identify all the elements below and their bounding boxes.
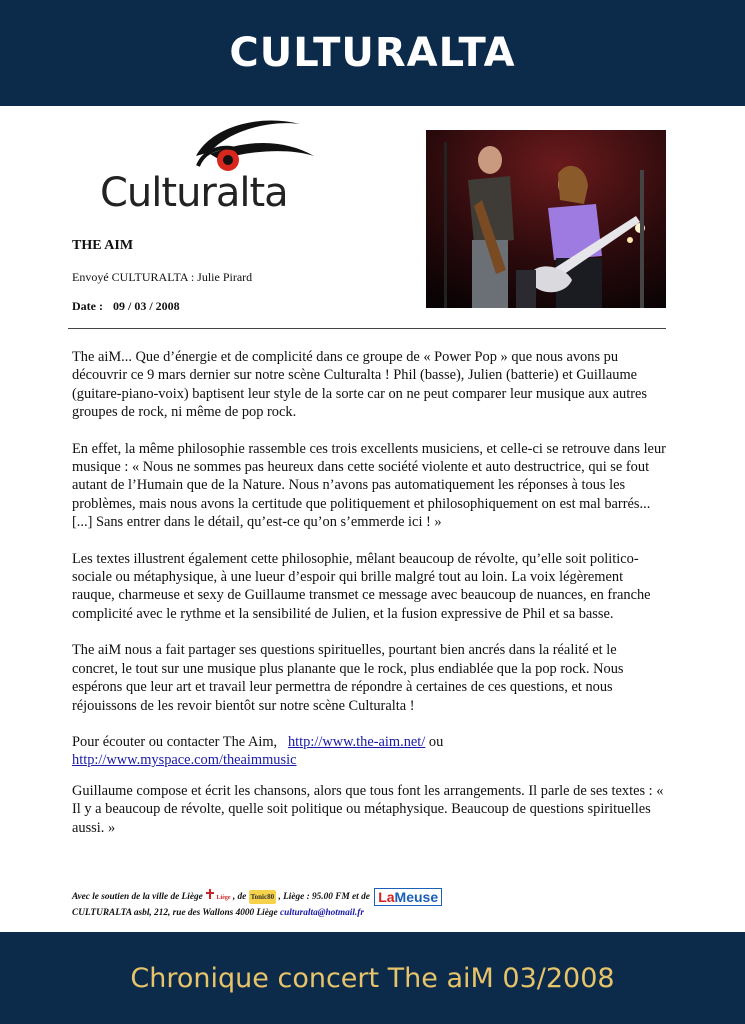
date-line — [72, 299, 180, 314]
email-link[interactable]: culturalta@hotmail.fr — [280, 908, 364, 918]
tonic80-logo: Tonic80 — [249, 890, 276, 904]
support-footer — [72, 888, 666, 920]
contact-prefix: Pour écouter ou contacter The Aim, — [72, 733, 278, 750]
paragraph: The aiM nous a fait partager ses questions spirituelles, pourtant bien ancrés dans la réalité et le concret, le tout sur une musique plus planante que le rock, plus endiablée que la pop rock. Nous espérons que leur art et travail leur permettra de répondre à certaines de ces questions, et nous réjouissons de les revoir bientôt sur notre scène Culturalta ! — [72, 642, 624, 714]
author-line: Envoyé CULTURALTA : Julie Pirard — [72, 270, 253, 284]
myspace-link[interactable]: http://www.myspace.com/theaimmusic — [72, 752, 297, 769]
logo-wordmark: Culturalta — [100, 170, 288, 216]
support-text-a: Avec le soutien de la ville de Liège — [72, 892, 203, 903]
contact-paragraph — [72, 733, 666, 770]
page-title: CULTURALTA — [229, 30, 516, 76]
liege-logo: Liège — [205, 889, 231, 905]
lameuse-logo: LaMeuse — [374, 888, 442, 906]
date-label: Date : — [72, 299, 103, 313]
address-text: CULTURALTA asbl, 212, rue des Wallons 4000 Liège — [72, 908, 278, 918]
caption-text: Chronique concert The aiM 03/2008 — [130, 962, 615, 994]
article-heading: THE AIM — [72, 238, 134, 253]
contact-mid: ou — [428, 733, 444, 750]
divider — [68, 328, 666, 329]
date-value: 09 / 03 / 2008 — [112, 299, 180, 313]
band-photo — [426, 130, 666, 308]
header-bar — [0, 0, 745, 106]
paragraph: En effet, la même philosophie rassemble ces trois excellents musiciens, et celle-ci se retrouve dans leur musique : « Nous ne sommes pas heureux dans cette société violente et auto destructrice, qui se fout autant de l’Humain que de la Nature. Nous n’avons pas automatiquement les réponses à tous les problèmes, mais nous avons la certitude que politiquement et philosophiquement on est mal barrés... [...] Sans entrer dans le détail, qu’est-ce qu’on s’emmerde ici ! » — [72, 440, 666, 531]
support-text-c: , Liège : 95.00 FM et de — [278, 892, 370, 903]
caption-bar — [0, 932, 745, 1024]
paragraph: The aiM... Que d’énergie et de complicité dans ce groupe de « Power Pop » que nous avons pu découvrir ce 9 mars dernier sur notre scène Culturalta ! Phil (basse), Julien (batterie) et Guillaume (guitare-piano-voix) baptisent leur style de la sorte car on ne peut comparer leur musique aux autres groupes de rock, ni même de pop rock. — [72, 349, 648, 421]
support-text-b: , de — [232, 892, 247, 903]
closing-paragraph: Guillaume compose et écrit les chansons, alors que tous font les arrangements. Il parle de ses textes : « Il y a beaucoup de révolte, quelle soit politique ou métaphysique. Beaucoup de questions spirituelles aussi. » — [72, 782, 664, 836]
scanned-document — [60, 106, 700, 932]
the-aim-link[interactable]: http://www.the-aim.net/ — [287, 733, 426, 750]
article-body — [72, 348, 666, 849]
paragraph: Les textes illustrent également cette philosophie, mêlant beaucoup de révolte, qu’elle soit politico-sociale ou métaphysique, à une lueur d’espoir qui brille malgré tout au loin. La voix légèrement rauque, charmeuse et sexy de Guillaume transmet ce message avec beaucoup de nuances, en franche complicité avec le rythme et la sensibilité de Julien, et la fusion expressive de Phil et sa basse. — [72, 550, 651, 622]
culturalta-logo — [100, 110, 320, 220]
